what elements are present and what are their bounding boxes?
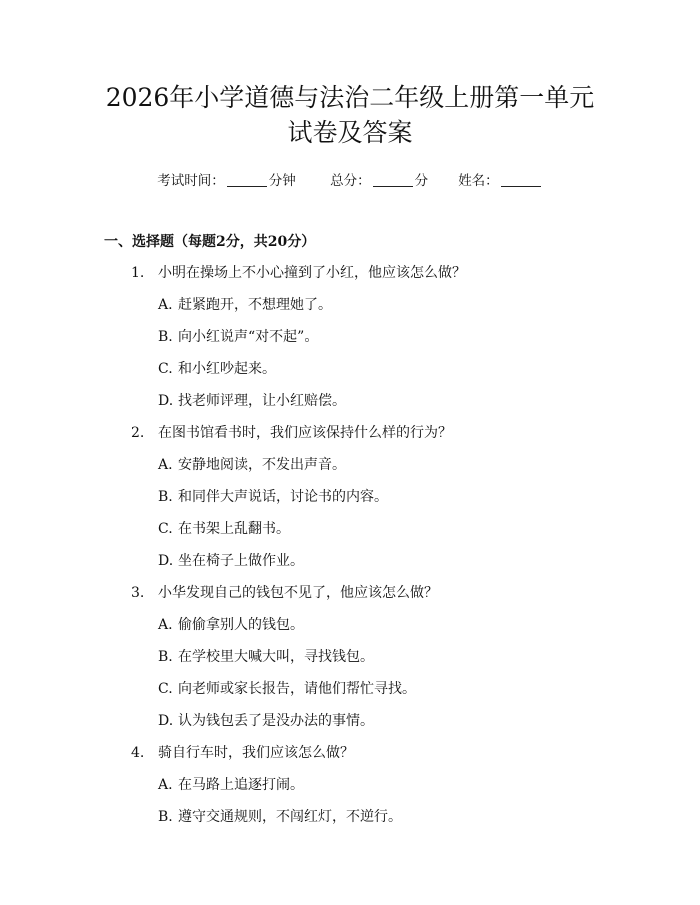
question-text: 骑自行车时，我们应该怎么做？ (158, 745, 354, 761)
option-text: 和小红吵起来。 (178, 361, 276, 377)
score-blank[interactable] (373, 172, 413, 187)
option-text: 向老师或家长报告，请他们帮忙寻找。 (178, 681, 416, 697)
option-1d (158, 390, 346, 410)
option-letter: C. (158, 681, 173, 697)
question-number: 2. (131, 425, 145, 441)
score-label: 总分： (330, 173, 371, 189)
option-1c (158, 358, 276, 378)
question-number: 1. (131, 265, 145, 281)
option-2a (158, 454, 346, 474)
option-text: 遵守交通规则，不闯红灯，不逆行。 (178, 809, 402, 825)
option-letter: B. (158, 329, 173, 345)
option-letter: C. (158, 521, 173, 537)
option-letter: D. (158, 393, 174, 409)
question-2 (131, 422, 452, 442)
option-text: 向小红说声“对不起”。 (178, 329, 319, 345)
question-4 (131, 742, 354, 762)
option-2d (158, 550, 304, 570)
question-number: 4. (131, 745, 145, 761)
option-text: 坐在椅子上做作业。 (178, 553, 304, 569)
option-3a (158, 614, 304, 634)
option-letter: A. (158, 777, 173, 793)
option-text: 安静地阅读，不发出声音。 (178, 457, 346, 473)
question-3 (131, 582, 438, 602)
time-label: 考试时间： (157, 173, 225, 189)
option-text: 在马路上追逐打闹。 (178, 777, 304, 793)
option-text: 在学校里大喊大叫，寻找钱包。 (178, 649, 374, 665)
time-unit: 分钟 (268, 173, 296, 189)
name-blank[interactable] (501, 172, 541, 187)
title-line-1: 2026年小学道德与法治二年级上册第一单元 (105, 83, 595, 112)
option-text: 赶紧跑开，不想理她了。 (178, 297, 332, 313)
option-3c (158, 678, 416, 698)
question-text: 小华发现自己的钱包不见了，他应该怎么做？ (158, 585, 438, 601)
question-text: 在图书馆看书时，我们应该保持什么样的行为？ (158, 425, 452, 441)
option-letter: A. (158, 617, 173, 633)
option-letter: A. (158, 457, 173, 473)
option-letter: B. (158, 649, 173, 665)
option-2c (158, 518, 290, 538)
option-text: 和同伴大声说话，讨论书的内容。 (178, 489, 388, 505)
option-letter: C. (158, 361, 173, 377)
score-unit: 分 (414, 173, 429, 189)
section-heading-choice: 一、选择题（每题2分，共20分） (104, 234, 316, 250)
question-number: 3. (131, 585, 145, 601)
option-4a (158, 774, 304, 794)
option-1b (158, 326, 318, 346)
option-letter: A. (158, 297, 173, 313)
option-3b (158, 646, 374, 666)
option-text: 找老师评理，让小红赔偿。 (178, 393, 346, 409)
option-letter: D. (158, 553, 174, 569)
question-text: 小明在操场上不小心撞到了小红，他应该怎么做？ (158, 265, 466, 281)
option-text: 偷偷拿别人的钱包。 (178, 617, 304, 633)
option-3d (158, 710, 374, 730)
option-letter: B. (158, 489, 173, 505)
exam-info-line (0, 169, 700, 189)
name-label: 姓名： (458, 173, 499, 189)
option-1a (158, 294, 332, 314)
option-text: 在书架上乱翻书。 (178, 521, 290, 537)
title-line-2: 试卷及答案 (287, 118, 413, 147)
option-letter: D. (158, 713, 174, 729)
option-4b (158, 806, 402, 826)
option-text: 认为钱包丢了是没办法的事情。 (178, 713, 374, 729)
time-blank[interactable] (227, 172, 267, 187)
option-letter: B. (158, 809, 173, 825)
option-2b (158, 486, 388, 506)
question-1 (131, 262, 466, 282)
